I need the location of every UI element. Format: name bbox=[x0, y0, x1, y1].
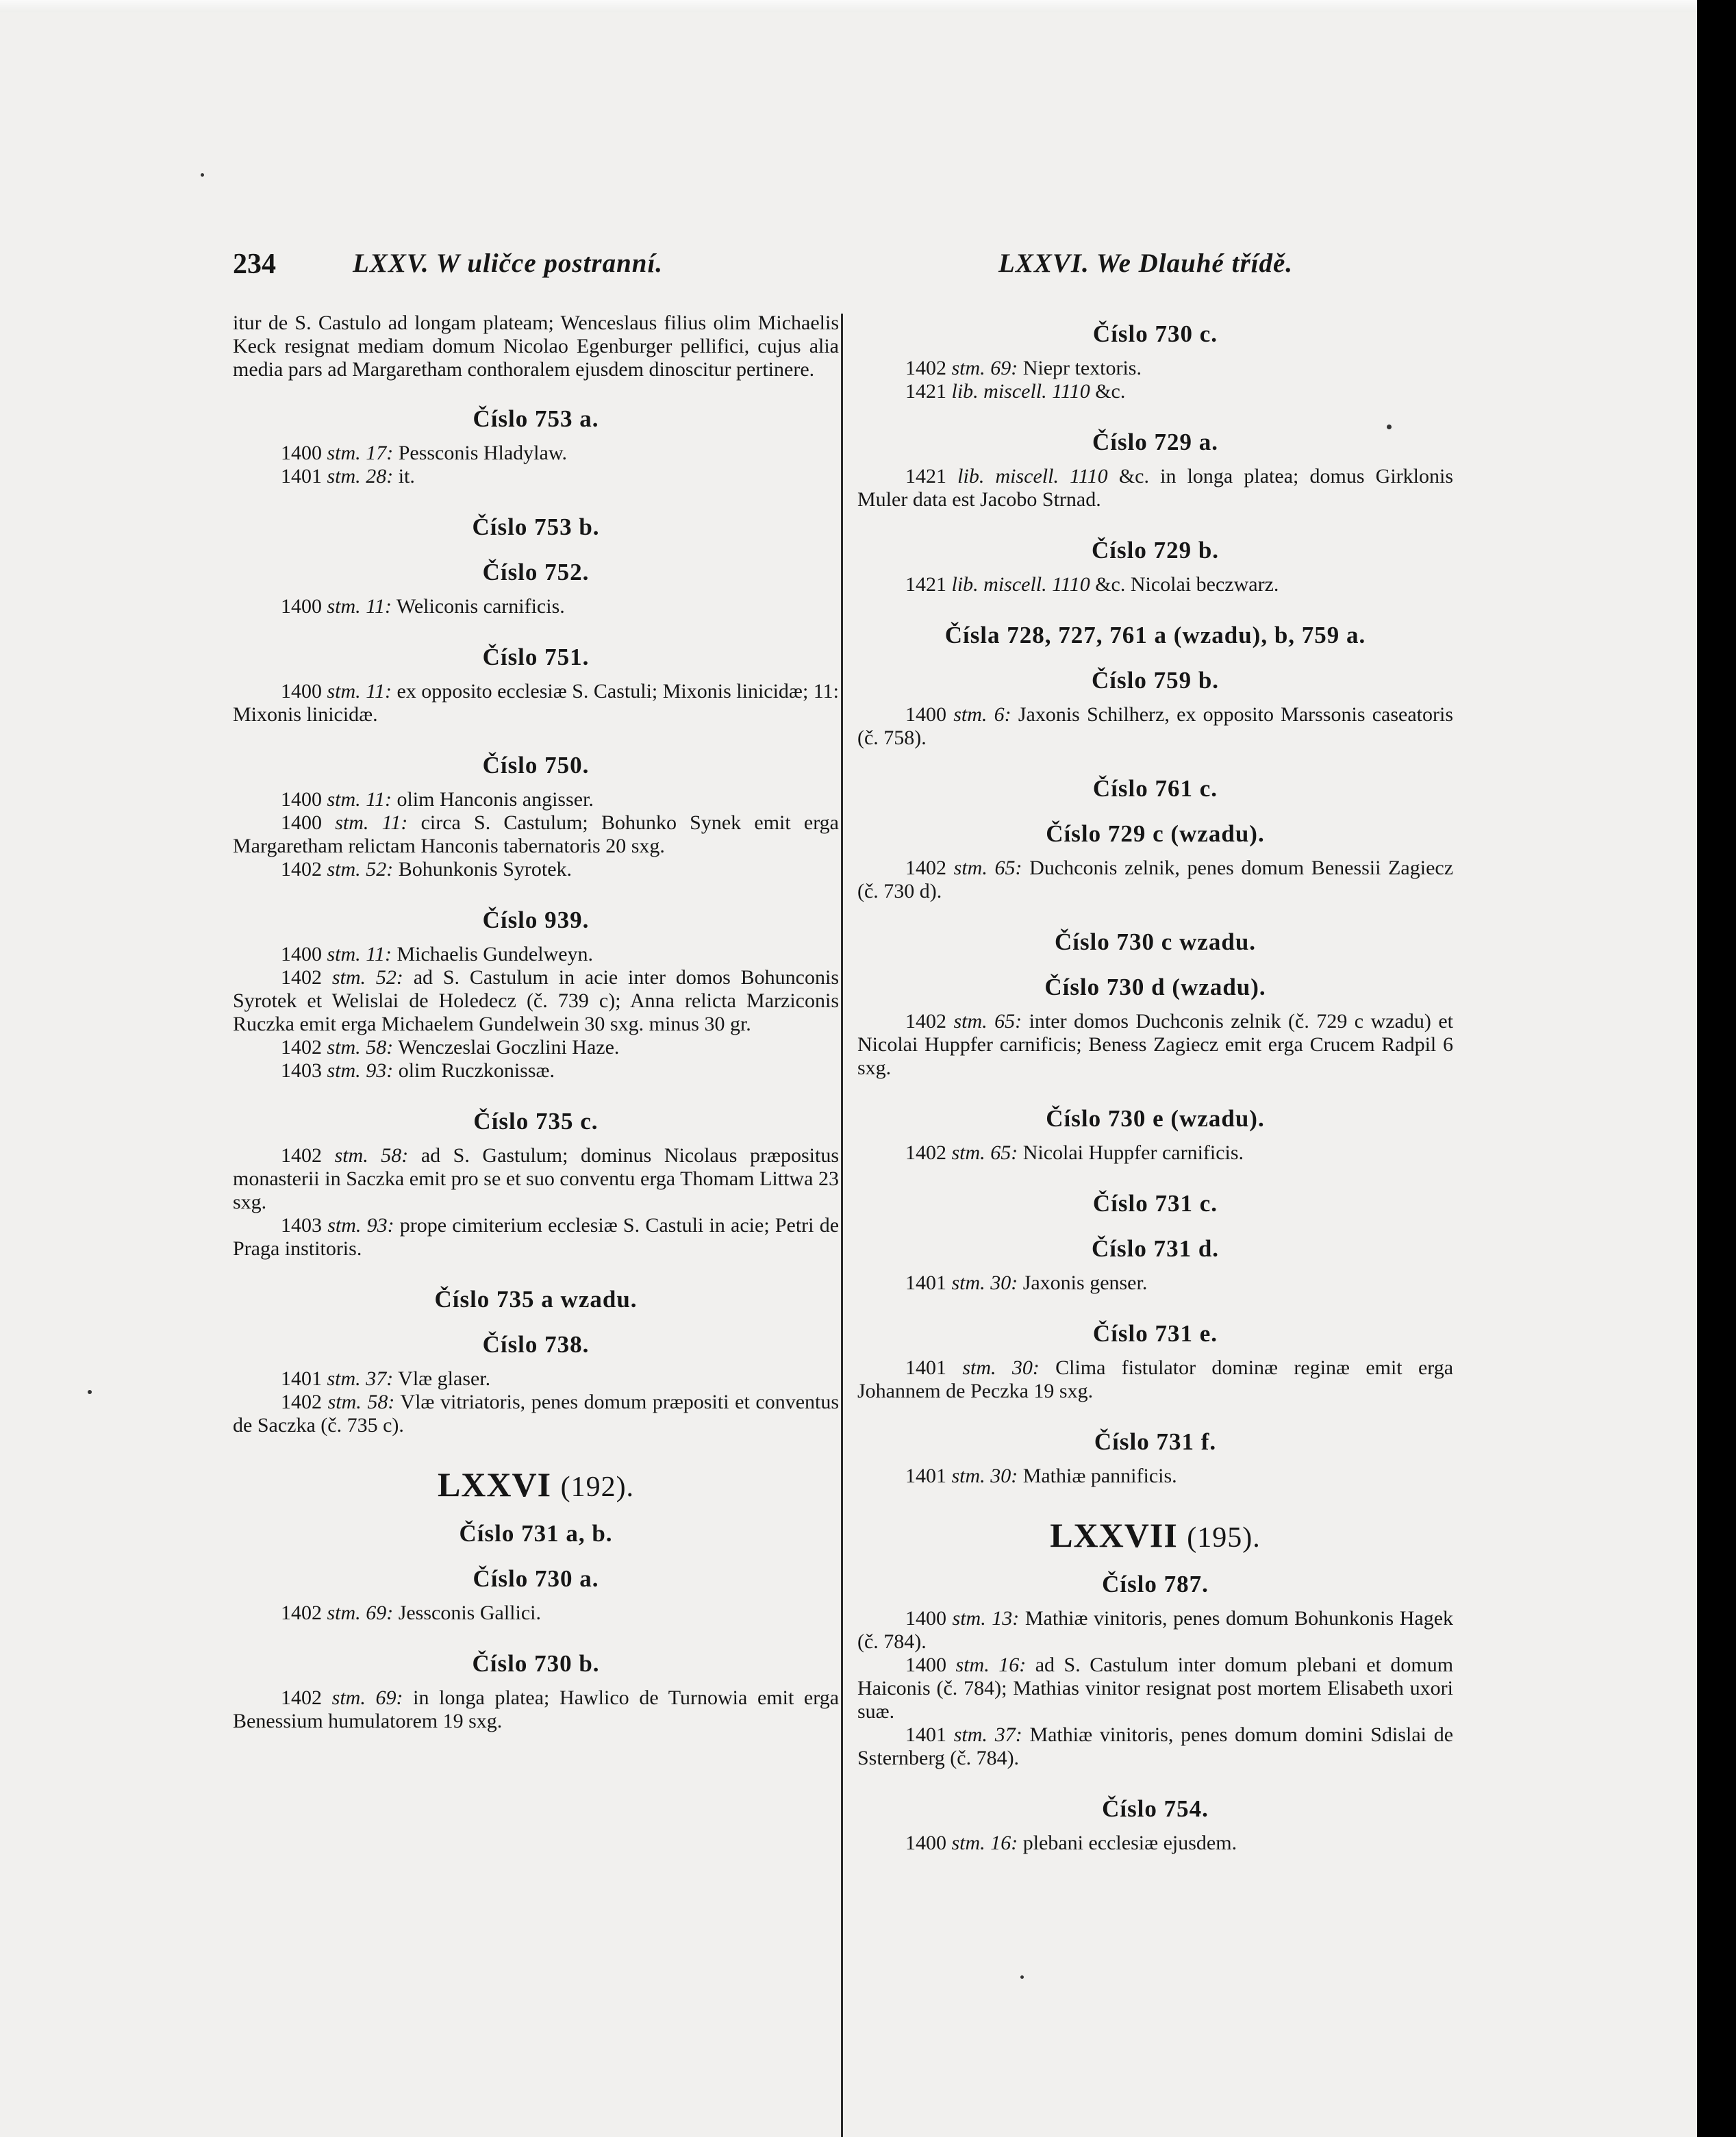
register-entry bbox=[857, 1010, 1453, 1080]
register-entry bbox=[233, 1214, 839, 1261]
entry-source: stm. bbox=[327, 1602, 361, 1624]
entry-text: in longa platea; Hawlico de Turnowia emit erga Benessium humulatorem 19 sxg. bbox=[233, 1686, 840, 1732]
entry-reference: 1110 bbox=[1070, 465, 1108, 488]
entry-reference: 16: bbox=[990, 1832, 1018, 1854]
entry-heading: Číslo 731 e. bbox=[1092, 1320, 1218, 1347]
entry-year: 1402 bbox=[281, 1144, 322, 1167]
entry-reference: 58: bbox=[366, 1036, 394, 1059]
entry-year: 1401 bbox=[905, 1723, 946, 1746]
entry-reference: 13: bbox=[992, 1607, 1020, 1630]
register-entry bbox=[857, 1272, 1453, 1295]
entry-year: 1421 bbox=[905, 465, 946, 488]
entry-source: stm. bbox=[951, 1141, 985, 1164]
entry-heading: Číslo 729 b. bbox=[1091, 537, 1220, 564]
entry-reference: 65: bbox=[994, 857, 1022, 879]
entry-year: 1402 bbox=[281, 858, 322, 881]
entry-year: 1401 bbox=[281, 1367, 322, 1390]
continued-paragraph: itur de S. Castulo ad longam plateam; Wenceslaus filius olim Michaelis Keck resignat mediam domum Nicolao Egenburger pellifici, cujus alia media pars ad Margaretham conthoralem ejusdem dinoscitur pertinere. bbox=[233, 312, 839, 381]
register-entry bbox=[857, 1654, 1453, 1723]
right-column bbox=[857, 312, 1453, 1871]
entry-heading: Číslo 731 d. bbox=[1091, 1235, 1220, 1262]
register-entry bbox=[233, 811, 839, 858]
entry-text: ex opposito ecclesiæ S. Castuli; Mixonis linicidæ; 11: Mixonis linicidæ. bbox=[233, 680, 839, 726]
entry-source: stm. bbox=[951, 357, 985, 379]
register-entry bbox=[857, 703, 1453, 750]
entry-source: stm. bbox=[951, 1272, 985, 1294]
entry-year: 1400 bbox=[281, 595, 322, 618]
entry-heading: Číslo 730 d (wzadu). bbox=[1044, 974, 1266, 1000]
entry-list bbox=[857, 1465, 1453, 1488]
entry-reference: 65: bbox=[990, 1141, 1018, 1164]
entry-heading: Číslo 730 e (wzadu). bbox=[1046, 1105, 1265, 1132]
entry-source: stm. bbox=[335, 811, 369, 834]
entry-text: Jaxonis genser. bbox=[1022, 1272, 1148, 1294]
entry-text: ad S. Castulum inter domum plebani et domum Haiconis (č. 784); Mathias vinitor resignat post mortem Elisabeth uxori suæ. bbox=[857, 1654, 1454, 1723]
entry-source: stm. bbox=[327, 1391, 362, 1413]
entry-year: 1401 bbox=[281, 465, 322, 488]
entry-source: stm. bbox=[331, 966, 366, 989]
entry-text: Pessconis Hladylaw. bbox=[398, 442, 568, 464]
entry-text: Vlæ glaser. bbox=[398, 1367, 491, 1390]
register-entry bbox=[233, 465, 839, 488]
scan-border bbox=[1697, 0, 1736, 2137]
entry-reference: 1110 bbox=[1052, 573, 1090, 596]
entry-heading: Číslo 730 a. bbox=[473, 1565, 599, 1592]
entry-heading: Číslo 759 b. bbox=[1091, 667, 1220, 694]
entry-heading: Číslo 731 c. bbox=[1092, 1190, 1218, 1217]
section-number: (192). bbox=[560, 1471, 635, 1503]
register-entry bbox=[857, 380, 1453, 403]
entry-heading: Číslo 730 b. bbox=[472, 1650, 600, 1677]
entry-heading: Číslo 731 f. bbox=[1094, 1428, 1217, 1455]
entry-text: it. bbox=[398, 465, 415, 488]
entry-source: lib. miscell. bbox=[951, 573, 1047, 596]
entry-heading: Číslo 735 a wzadu. bbox=[434, 1286, 638, 1313]
register-entry bbox=[233, 1144, 839, 1214]
entry-reference: 11: bbox=[366, 788, 392, 811]
entry-list bbox=[857, 1272, 1453, 1295]
entry-year: 1400 bbox=[281, 442, 322, 464]
entry-year: 1402 bbox=[281, 1036, 322, 1059]
register-entry bbox=[233, 1391, 839, 1437]
entry-year: 1402 bbox=[905, 357, 946, 379]
entry-source: stm. bbox=[951, 1465, 985, 1487]
entry-source: stm. bbox=[327, 680, 361, 703]
entry-heading: Číslo 754. bbox=[1102, 1795, 1209, 1822]
running-head-right: LXXVI. We Dlauhé třídě. bbox=[998, 249, 1294, 278]
entry-list bbox=[857, 465, 1453, 511]
entry-list bbox=[233, 943, 839, 1083]
entry-list bbox=[857, 1010, 1453, 1080]
entry-text: Jaxonis Schilherz, ex opposito Marssonis caseatoris (č. 758). bbox=[857, 703, 1453, 749]
entry-reference: 37: bbox=[366, 1367, 394, 1390]
register-entry bbox=[857, 1141, 1453, 1165]
running-head-left: LXXV. W uličce postranní. bbox=[353, 249, 664, 278]
entry-source: stm. bbox=[955, 1654, 990, 1676]
entry-text: Mathiæ vinitoris, penes domum Bohunkonis Hagek (č. 784). bbox=[857, 1607, 1454, 1653]
entry-year: 1400 bbox=[905, 1607, 946, 1630]
entry-year: 1401 bbox=[905, 1356, 946, 1379]
entry-text: olim Ruczkonissæ. bbox=[398, 1059, 555, 1082]
entry-reference: 28: bbox=[366, 465, 394, 488]
entry-source: stm. bbox=[327, 1059, 361, 1082]
entry-list bbox=[233, 1144, 839, 1261]
register-entry bbox=[857, 465, 1453, 511]
entry-text: &c. bbox=[1095, 380, 1126, 403]
entry-text: Weliconis carnificis. bbox=[396, 595, 565, 618]
entry-reference: 11: bbox=[366, 943, 392, 965]
entry-year: 1402 bbox=[905, 1010, 946, 1033]
entry-year: 1402 bbox=[281, 1391, 322, 1413]
entry-source: stm. bbox=[327, 943, 361, 965]
entry-year: 1421 bbox=[905, 380, 946, 403]
entry-heading: Číslo 939. bbox=[482, 907, 590, 933]
register-entry bbox=[857, 1607, 1453, 1654]
entry-year: 1402 bbox=[905, 857, 946, 879]
entry-text: plebani ecclesiæ ejusdem. bbox=[1022, 1832, 1237, 1854]
entry-text: circa S. Castulum; Bohunko Synek emit erga Margaretham relictam Hanconis tabernatoris 20 sxg. bbox=[233, 811, 839, 857]
entry-list bbox=[857, 1356, 1453, 1403]
entry-year: 1400 bbox=[281, 811, 322, 834]
entry-text: ad S. Castulum in acie inter domos Bohunconis Syrotek et Welislai de Holedecz (č. 739 c); Anna relicta Marziconis Ruczka emit erga Michaelem Gundelwein 30 sxg. minus 30 gr. bbox=[233, 966, 840, 1035]
entry-list bbox=[857, 703, 1453, 750]
entry-reference: 17: bbox=[366, 442, 394, 464]
register-entry bbox=[233, 1059, 839, 1083]
section-heading bbox=[233, 1454, 839, 1511]
entry-heading: Číslo 753 b. bbox=[472, 514, 600, 540]
entry-year: 1400 bbox=[905, 1832, 946, 1854]
entry-source: stm. bbox=[953, 703, 987, 726]
entry-reference: 58: bbox=[381, 1144, 409, 1167]
entry-reference: 58: bbox=[367, 1391, 395, 1413]
entry-heading: Číslo 761 c. bbox=[1092, 775, 1218, 802]
register-entry bbox=[857, 357, 1453, 380]
entry-text: Duchconis zelnik, penes domum Benessii Zagiecz (č. 730 d). bbox=[857, 857, 1454, 902]
entry-text: Niepr textoris. bbox=[1022, 357, 1142, 379]
entry-reference: 69: bbox=[990, 357, 1018, 379]
entry-year: 1421 bbox=[905, 573, 946, 596]
entry-list bbox=[857, 573, 1453, 596]
entry-list bbox=[233, 1602, 839, 1625]
entry-heading: Číslo 729 c (wzadu). bbox=[1046, 820, 1265, 847]
entry-source: stm. bbox=[962, 1356, 996, 1379]
section-numeral: LXXVI bbox=[437, 1465, 552, 1504]
entry-reference: 69: bbox=[375, 1686, 403, 1709]
entry-list bbox=[857, 857, 1453, 903]
entry-source: stm. bbox=[327, 1036, 361, 1059]
entry-heading: Číslo 751. bbox=[482, 644, 590, 670]
entry-heading: Číslo 787. bbox=[1102, 1571, 1209, 1597]
register-entry bbox=[233, 858, 839, 881]
entry-text: Mathiæ pannificis. bbox=[1022, 1465, 1177, 1487]
entry-reference: 37: bbox=[994, 1723, 1022, 1746]
register-entry bbox=[857, 1723, 1453, 1770]
entry-text: ad S. Gastulum; dominus Nicolaus præpositus monasterii in Saczka emit pro se et suo conventu erga Thomam Littwa 23 sxg. bbox=[233, 1144, 840, 1213]
entry-reference: 69: bbox=[366, 1602, 394, 1624]
entry-text: Nicolai Huppfer carnificis. bbox=[1022, 1141, 1244, 1164]
entry-source: stm. bbox=[331, 1686, 366, 1709]
entry-text: Clima fistulator dominæ reginæ emit erga Johannem de Peczka 19 sxg. bbox=[857, 1356, 1454, 1402]
entry-year: 1401 bbox=[905, 1272, 946, 1294]
entry-heading: Číslo 735 c. bbox=[473, 1108, 599, 1135]
entry-source: stm. bbox=[951, 1832, 985, 1854]
scan-speck bbox=[201, 173, 204, 177]
register-entry bbox=[233, 1686, 839, 1733]
entry-text: &c. Nicolai beczwarz. bbox=[1095, 573, 1279, 596]
entry-year: 1400 bbox=[281, 680, 322, 703]
entry-list bbox=[857, 1832, 1453, 1855]
entry-text: &c. in longa platea; domus Girklonis Muler data est Jacobo Strnad. bbox=[857, 465, 1453, 511]
page-number: 234 bbox=[233, 249, 276, 280]
entry-source: stm. bbox=[327, 788, 361, 811]
entry-source: lib. miscell. bbox=[951, 380, 1047, 403]
register-entry bbox=[857, 857, 1453, 903]
register-entry bbox=[233, 442, 839, 465]
entry-year: 1402 bbox=[281, 1602, 322, 1624]
entry-list bbox=[857, 1141, 1453, 1165]
section-number: (195). bbox=[1187, 1522, 1261, 1554]
entry-heading: Číslo 729 a. bbox=[1092, 429, 1219, 455]
entry-text: Bohunkonis Syrotek. bbox=[398, 858, 573, 881]
entry-reference: 30: bbox=[990, 1465, 1018, 1487]
register-entry bbox=[857, 573, 1453, 596]
entry-reference: 1110 bbox=[1052, 380, 1090, 403]
register-entry bbox=[233, 966, 839, 1036]
entry-text: Jessconis Gallici. bbox=[398, 1602, 541, 1624]
entry-source: stm. bbox=[952, 1607, 986, 1630]
entry-reference: 11: bbox=[366, 680, 392, 703]
register-entry bbox=[233, 1367, 839, 1391]
entry-list bbox=[233, 442, 839, 488]
entry-list bbox=[233, 680, 839, 726]
entry-text: Vlæ vitriatoris, penes domum præpositi et conventus de Saczka (č. 735 c). bbox=[233, 1391, 840, 1437]
scan-speck bbox=[88, 1390, 92, 1394]
entry-reference: 65: bbox=[994, 1010, 1022, 1033]
entry-year: 1403 bbox=[281, 1059, 322, 1082]
register-entry bbox=[857, 1832, 1453, 1855]
entry-reference: 16: bbox=[998, 1654, 1027, 1676]
entry-reference: 30: bbox=[1011, 1356, 1040, 1379]
entry-heading: Číslo 730 c wzadu. bbox=[1054, 928, 1257, 955]
entry-year: 1400 bbox=[281, 943, 322, 965]
entry-text: Michaelis Gundelweyn. bbox=[397, 943, 594, 965]
entry-heading: Čísla 728, 727, 761 a (wzadu), b, 759 a. bbox=[944, 622, 1366, 648]
entry-source: stm. bbox=[327, 442, 361, 464]
register-entry bbox=[233, 788, 839, 811]
register-entry bbox=[233, 595, 839, 618]
page-top-edge bbox=[0, 0, 1697, 12]
entry-source: stm. bbox=[327, 465, 361, 488]
register-entry bbox=[857, 1465, 1453, 1488]
entry-heading: Číslo 730 c. bbox=[1092, 320, 1218, 347]
column-divider bbox=[841, 314, 843, 2137]
entry-reference: 93: bbox=[366, 1059, 394, 1082]
entry-year: 1400 bbox=[905, 1654, 946, 1676]
entry-source: stm. bbox=[953, 1723, 987, 1746]
entry-source: stm. bbox=[953, 857, 987, 879]
entry-list bbox=[233, 1367, 839, 1437]
entry-year: 1403 bbox=[281, 1214, 322, 1237]
entry-year: 1400 bbox=[905, 703, 946, 726]
scan-speck bbox=[1387, 425, 1392, 429]
entry-text: prope cimiterium ecclesiæ S. Castuli in acie; Petri de Praga institoris. bbox=[233, 1214, 840, 1260]
entry-reference: 6: bbox=[994, 703, 1011, 726]
entry-reference: 52: bbox=[375, 966, 403, 989]
section-numeral: LXXVII bbox=[1050, 1516, 1178, 1554]
entry-heading: Číslo 752. bbox=[482, 559, 590, 585]
register-entry bbox=[233, 1602, 839, 1625]
entry-list bbox=[857, 1607, 1453, 1770]
entry-heading: Číslo 731 a, b. bbox=[459, 1520, 613, 1547]
entry-list bbox=[233, 1686, 839, 1733]
entry-heading: Číslo 753 a. bbox=[473, 405, 599, 432]
register-entry bbox=[233, 943, 839, 966]
entry-source: stm. bbox=[327, 595, 361, 618]
section-heading bbox=[857, 1504, 1453, 1562]
entry-year: 1400 bbox=[281, 788, 322, 811]
entry-reference: 11: bbox=[381, 811, 408, 834]
entry-source: lib. miscell. bbox=[957, 465, 1059, 488]
entry-heading: Číslo 738. bbox=[482, 1331, 590, 1358]
entry-year: 1402 bbox=[281, 1686, 322, 1709]
entry-year: 1402 bbox=[905, 1141, 946, 1164]
register-entry bbox=[233, 680, 839, 726]
register-entry bbox=[233, 1036, 839, 1059]
entry-text: Mathiæ vinitoris, penes domum domini Sdislai de Ssternberg (č. 784). bbox=[857, 1723, 1454, 1769]
entry-source: stm. bbox=[327, 1214, 362, 1237]
entry-text: Wenczeslai Goczlini Haze. bbox=[398, 1036, 620, 1059]
entry-reference: 52: bbox=[366, 858, 394, 881]
scan-speck bbox=[1020, 1975, 1024, 1979]
left-column bbox=[233, 312, 839, 1749]
entry-text: olim Hanconis angisser. bbox=[397, 788, 594, 811]
entry-year: 1402 bbox=[281, 966, 322, 989]
entry-reference: 93: bbox=[366, 1214, 394, 1237]
entry-reference: 11: bbox=[366, 595, 392, 618]
entry-list bbox=[233, 595, 839, 618]
entry-list bbox=[233, 788, 839, 881]
entry-list bbox=[857, 357, 1453, 403]
entry-source: stm. bbox=[327, 1367, 361, 1390]
entry-heading: Číslo 750. bbox=[482, 752, 590, 779]
entry-source: stm. bbox=[327, 858, 361, 881]
entry-source: stm. bbox=[334, 1144, 368, 1167]
entry-source: stm. bbox=[953, 1010, 987, 1033]
entry-year: 1401 bbox=[905, 1465, 946, 1487]
entry-reference: 30: bbox=[990, 1272, 1018, 1294]
register-entry bbox=[857, 1356, 1453, 1403]
entry-text: inter domos Duchconis zelnik (č. 729 c wzadu) et Nicolai Huppfer carnificis; Beness Zagiecz emit erga Crucem Radpil 6 sxg. bbox=[857, 1010, 1453, 1079]
